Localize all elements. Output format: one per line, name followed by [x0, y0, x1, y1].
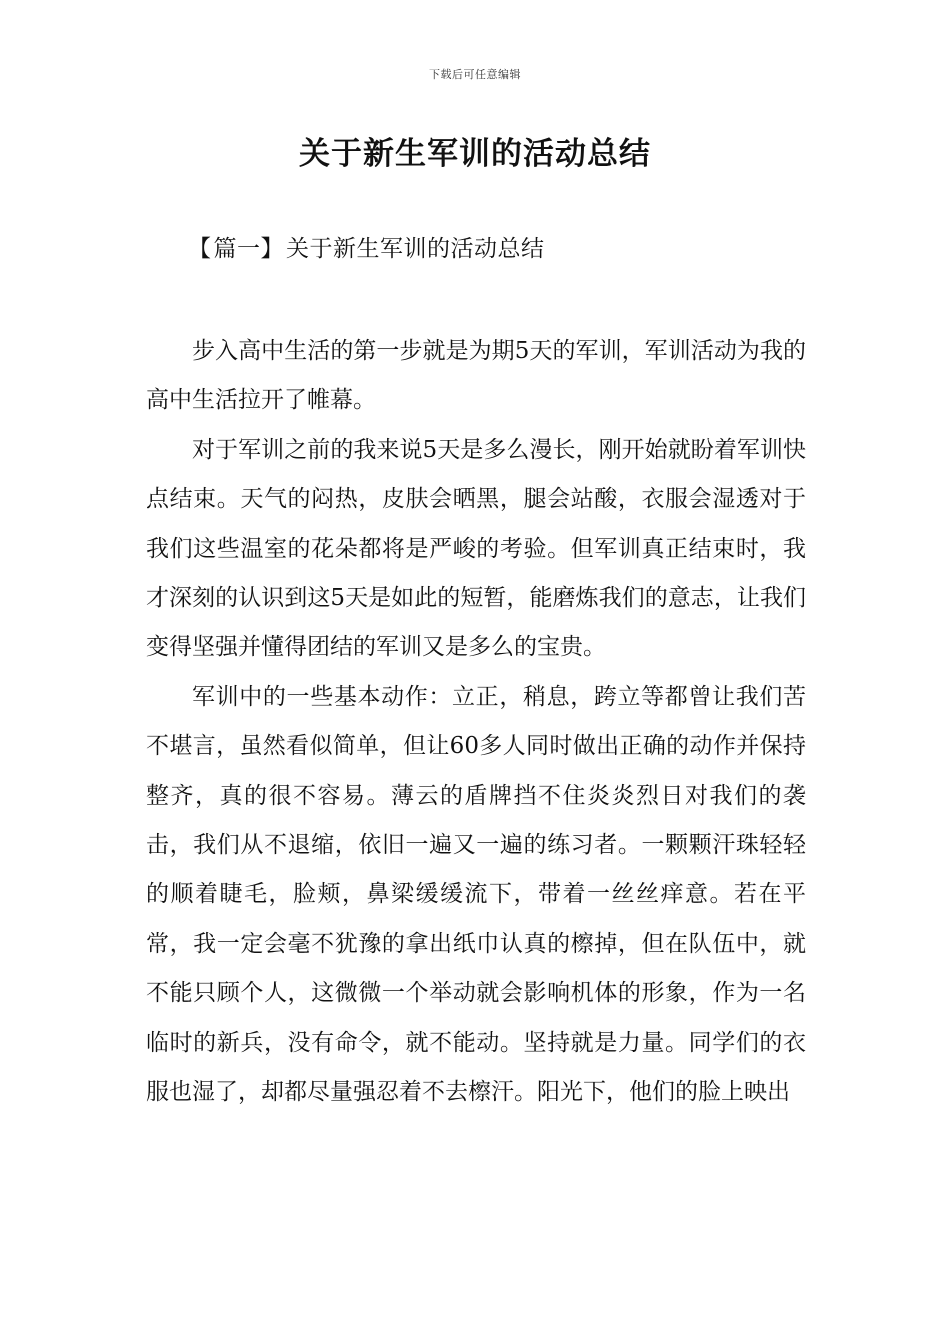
section-bracket-open: 【 [188, 236, 212, 262]
document-title: 关于新生军训的活动总结 [299, 136, 651, 172]
section-bracket-close: 】 [260, 236, 284, 262]
paragraph: 步入高中生活的第一步就是为期5天的军训，军训活动为我的高中生活拉开了帷幕。 [146, 338, 806, 414]
document-body [146, 327, 806, 1118]
paragraph: 军训中的一些基本动作：立正，稍息，跨立等都曾让我们苦不堪言，虽然看似简单，但让60多人同时做出正确的动作并保持整齐，真的很不容易。薄云的盾牌挡不住炎炎烈日对我们的袭击，我们从不退缩，依旧一遍又一遍的练习者。一颗颗汗珠轻轻的顺着睫毛，脸颊，鼻梁缓缓流下，带着一丝丝痒意。若在平常，我一定会毫不犹豫的拿出纸巾认真的檫掉，但在队伍中，就不能只顾个人，这微微一个举动就会影响机体的形象，作为一名临时的新兵，没有命令，就不能动。坚持就是力量。同学们的衣服也湿了，却都尽量强忍着不去檫汗。阳光下，他们的脸上映出 [146, 683, 806, 1106]
section-title: 关于新生军训的活动总结 [286, 236, 545, 262]
page-header-note: 下载后可任意编辑 [429, 68, 521, 81]
section-label: 篇一 [213, 236, 261, 262]
paragraph: 对于军训之前的我来说5天是多么漫长，刚开始就盼着军训快点结束。天气的闷热，皮肤会晒黑，腿会站酸，衣服会湿透对于我们这些温室的花朵都将是严峻的考验。但军训真正结束时，我才深刻的认识到这5天是如此的短暂，能磨炼我们的意志，让我们变得坚强并懂得团结的军训又是多么的宝贵。 [146, 436, 806, 661]
section-heading [188, 230, 545, 263]
